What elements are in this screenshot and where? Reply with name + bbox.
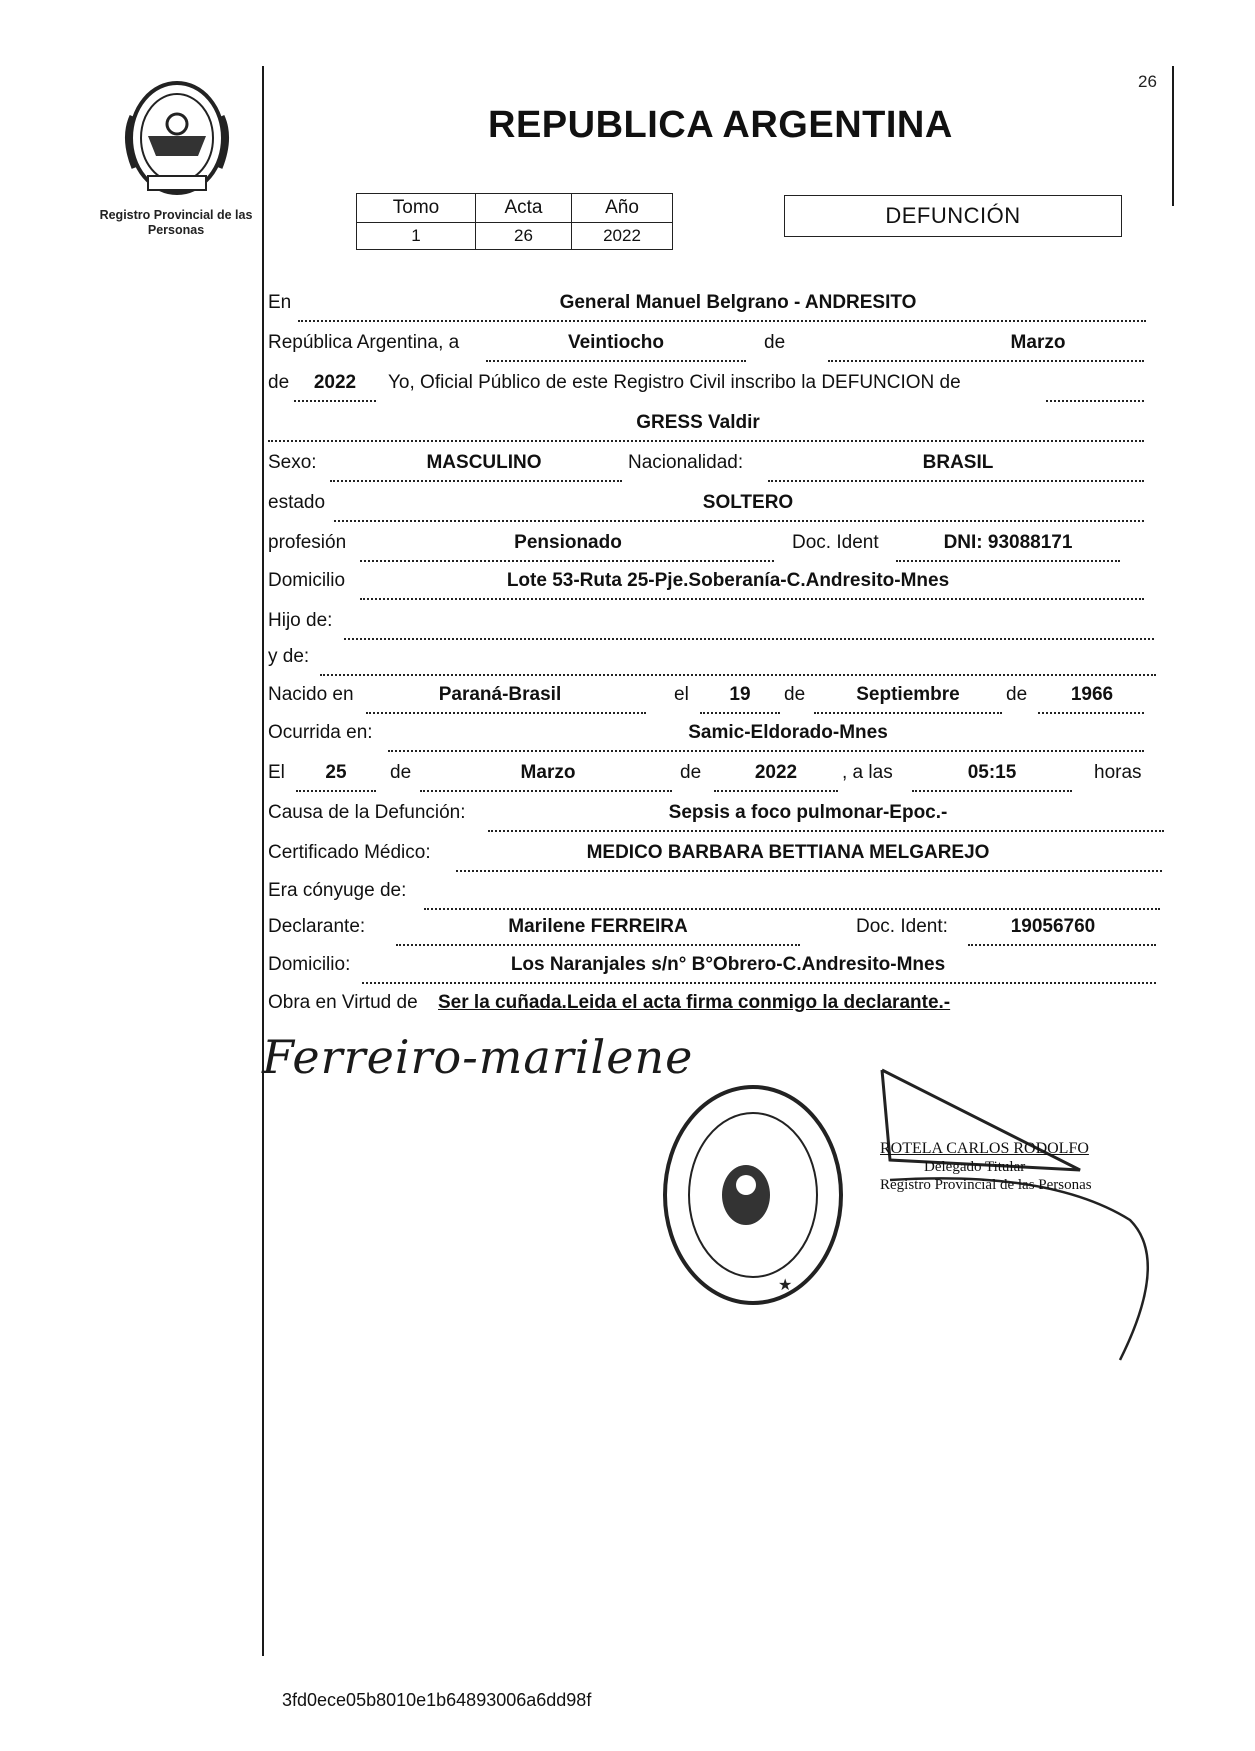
provincial-seal	[118, 76, 236, 200]
page-title: REPUBLICA ARGENTINA	[488, 104, 953, 146]
declarant-signature: Ferreiro-marilene	[262, 1030, 694, 1084]
row-nacido	[268, 684, 1148, 714]
domicilio2-value: Los Naranjales s/n° B°Obrero-C.Andresito-Mnes	[510, 954, 946, 975]
obra-value: Ser la cuñada.Leida el acta firma conmigo la declarante.-	[438, 992, 951, 1013]
nac-anio: 1966	[1070, 684, 1114, 705]
causa-value: Sepsis a foco pulmonar-Epoc.-	[668, 802, 948, 823]
stamp-text	[672, 1260, 673, 1261]
row-fecha	[268, 332, 1148, 362]
causa-label: Causa de la Defunción:	[268, 802, 466, 823]
tomo-header: Tomo	[357, 194, 476, 223]
row-inscribo	[268, 372, 1148, 402]
row-estado	[268, 492, 1148, 522]
registry-label: Registro Provincial de las Personas	[99, 208, 253, 237]
official-stamp	[658, 1080, 848, 1310]
de-label-2: de	[268, 372, 290, 393]
def-anio: 2022	[754, 762, 798, 783]
nacido-label: Nacido en	[268, 684, 354, 705]
nombre-value: GRESS Valdir	[636, 412, 760, 433]
row-ocurrida	[268, 722, 1148, 752]
de-label: de	[764, 332, 786, 353]
de-label-nac-2: de	[1006, 684, 1028, 705]
inscribo-text: Yo, Oficial Público de este Registro Civil inscribo la DEFUNCION de	[388, 372, 961, 393]
nacido-value: Paraná-Brasil	[438, 684, 562, 705]
left-margin-line	[262, 66, 264, 1656]
anio-value-inline: 2022	[313, 372, 357, 393]
certificado-value: MEDICO BARBARA BETTIANA MELGAREJO	[586, 842, 990, 863]
domicilio-value: Lote 53-Ruta 25-Pje.Soberanía-C.Andresito-Mnes	[506, 570, 950, 591]
row-yde	[268, 646, 1158, 676]
de-label-def-2: de	[680, 762, 702, 783]
doc-value: DNI: 93088171	[943, 532, 1073, 553]
declarante-value: Marilene FERREIRA	[508, 916, 688, 937]
profesion-value: Pensionado	[514, 532, 622, 553]
def-dia: 25	[325, 762, 347, 783]
row-el	[268, 762, 1168, 792]
row-causa	[268, 802, 1168, 832]
domicilio-label: Domicilio	[268, 570, 346, 591]
official-block	[880, 1140, 1092, 1194]
nacionalidad-label: Nacionalidad:	[628, 452, 744, 473]
estado-label: estado	[268, 492, 326, 513]
el-label: el	[674, 684, 689, 705]
doc-label: Doc. Ident	[792, 532, 879, 553]
yde-label: y de:	[268, 646, 310, 667]
de-label-nac: de	[784, 684, 806, 705]
row-conyuge	[268, 880, 1168, 910]
row-en	[268, 292, 1148, 322]
en-label: En	[268, 292, 292, 313]
tomo-value: 1	[357, 223, 476, 250]
page-number: 26	[1138, 72, 1157, 91]
def-hora: 05:15	[967, 762, 1017, 783]
row-domicilio	[268, 570, 1148, 600]
obra-label: Obra en Virtud de	[268, 992, 418, 1013]
stamp-inner-text	[672, 1262, 673, 1263]
sexo-value: MASCULINO	[426, 452, 542, 473]
el2-label: El	[268, 762, 285, 783]
nacionalidad-value: BRASIL	[922, 452, 994, 473]
estado-value: SOLTERO	[702, 492, 794, 513]
mes-value: Marzo	[1010, 332, 1066, 353]
nac-dia: 19	[729, 684, 751, 705]
row-domicilio2	[268, 954, 1168, 984]
official-name: ROTELA CARLOS RODOLFO	[880, 1140, 1089, 1157]
svg-text:★: ★	[778, 1275, 793, 1294]
acta-header: Acta	[476, 194, 572, 223]
ocurrida-label: Ocurrida en:	[268, 722, 373, 743]
def-mes: Marzo	[520, 762, 576, 783]
domicilio2-label: Domicilio:	[268, 954, 351, 975]
row-nombre	[268, 412, 1148, 442]
row-profesion	[268, 532, 1148, 562]
anio-header: Año	[572, 194, 673, 223]
row-sexo	[268, 452, 1148, 482]
row-hijo	[268, 610, 1158, 640]
official-signature	[870, 1060, 1200, 1380]
republica-label: República Argentina, a	[268, 332, 460, 353]
official-role: Delegado Titular	[924, 1159, 1026, 1175]
alas-label: , a las	[842, 762, 893, 783]
row-obra	[268, 992, 1168, 1022]
anio-value: 2022	[572, 223, 673, 250]
profesion-label: profesión	[268, 532, 347, 553]
en-value: General Manuel Belgrano - ANDRESITO	[559, 292, 917, 313]
document-hash: 3fd0ece05b8010e1b64893006a6dd98f	[282, 1690, 592, 1710]
official-org: Registro Provincial de las Personas	[880, 1177, 1092, 1193]
de-label-def: de	[390, 762, 412, 783]
ocurrida-value: Samic-Eldorado-Mnes	[688, 722, 888, 743]
certificado-label: Certificado Médico:	[268, 842, 431, 863]
right-margin-line	[1172, 66, 1174, 206]
horas-label: horas	[1094, 762, 1142, 783]
declarante-label: Declarante:	[268, 916, 366, 937]
registry-table	[356, 193, 673, 250]
row-certificado	[268, 842, 1168, 872]
nac-mes: Septiembre	[856, 684, 960, 705]
sexo-label: Sexo:	[268, 452, 317, 473]
doc2-value: 19056760	[1010, 916, 1096, 937]
record-type-box: DEFUNCIÓN	[784, 195, 1122, 237]
conyuge-label: Era cónyuge de:	[268, 880, 407, 901]
hijo-label: Hijo de:	[268, 610, 333, 631]
dia-value: Veintiocho	[567, 332, 665, 353]
acta-value: 26	[476, 223, 572, 250]
row-declarante	[268, 916, 1168, 946]
doc2-label: Doc. Ident:	[856, 916, 948, 937]
